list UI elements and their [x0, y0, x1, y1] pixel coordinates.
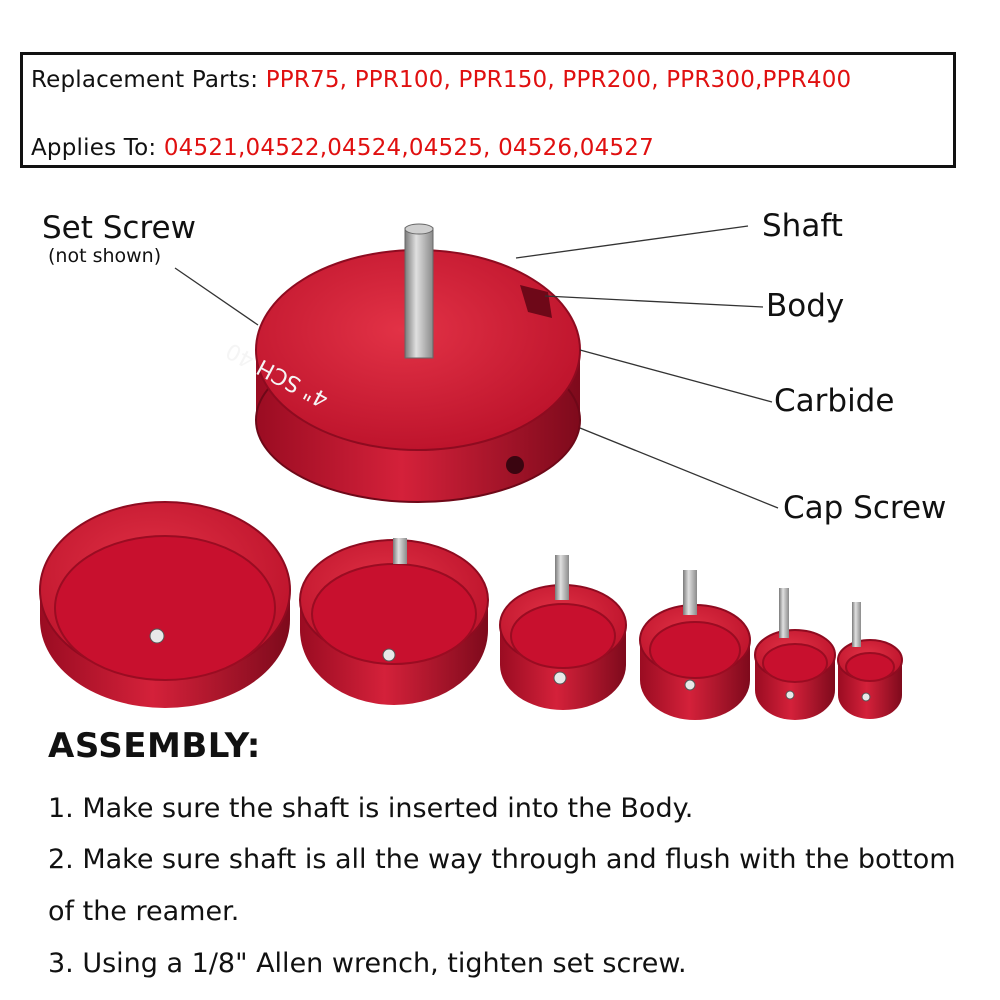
reamer-ppr75	[838, 602, 902, 719]
cap-screw-leader	[580, 428, 778, 508]
reamer-ppr300	[300, 538, 488, 705]
applies-to-label: Applies To:	[31, 135, 164, 161]
reamer-row	[40, 502, 902, 720]
callout-set-screw-note: (not shown)	[48, 245, 162, 267]
callout-body: Body	[766, 288, 845, 324]
shaft-leader	[516, 226, 748, 258]
main-reamer-shaft	[405, 228, 433, 358]
reamer-ppr100	[755, 588, 835, 720]
assembly-step-1: 1. Make sure the shaft is inserted into the Body.	[48, 793, 694, 824]
assembly-step-2: 2. Make sure shaft is all the way through and flush with the bottom	[48, 844, 956, 875]
assembly-step-2-continued: of the reamer.	[48, 896, 240, 927]
reamer-ppr150	[640, 570, 750, 720]
reamer-ppr200	[500, 555, 626, 710]
main-reamer-engraving: 4" SCH 40	[222, 337, 333, 412]
applies-to-values: 04521,04522,04524,04525, 04526,04527	[163, 135, 654, 161]
reamer-ppr400	[40, 502, 290, 708]
callout-set-screw: Set Screw	[42, 210, 196, 246]
replacement-parts-label: Replacement Parts:	[31, 67, 266, 93]
replacement-parts-values: PPR75, PPR100, PPR150, PPR200, PPR300,PPR400	[265, 67, 852, 93]
callout-cap-screw: Cap Screw	[783, 490, 947, 526]
cap-screw-hole	[506, 456, 524, 474]
assembly-step-3: 3. Using a 1/8" Allen wrench, tighten set screw.	[48, 948, 687, 979]
callout-carbide: Carbide	[774, 383, 895, 419]
main-reamer-shaft-top	[405, 224, 433, 234]
set-screw-leader	[175, 268, 258, 325]
body-leader	[545, 296, 763, 307]
carbide-leader	[580, 350, 772, 402]
callout-shaft: Shaft	[762, 208, 843, 244]
main-reamer	[222, 224, 580, 502]
assembly-title: ASSEMBLY:	[48, 726, 261, 766]
